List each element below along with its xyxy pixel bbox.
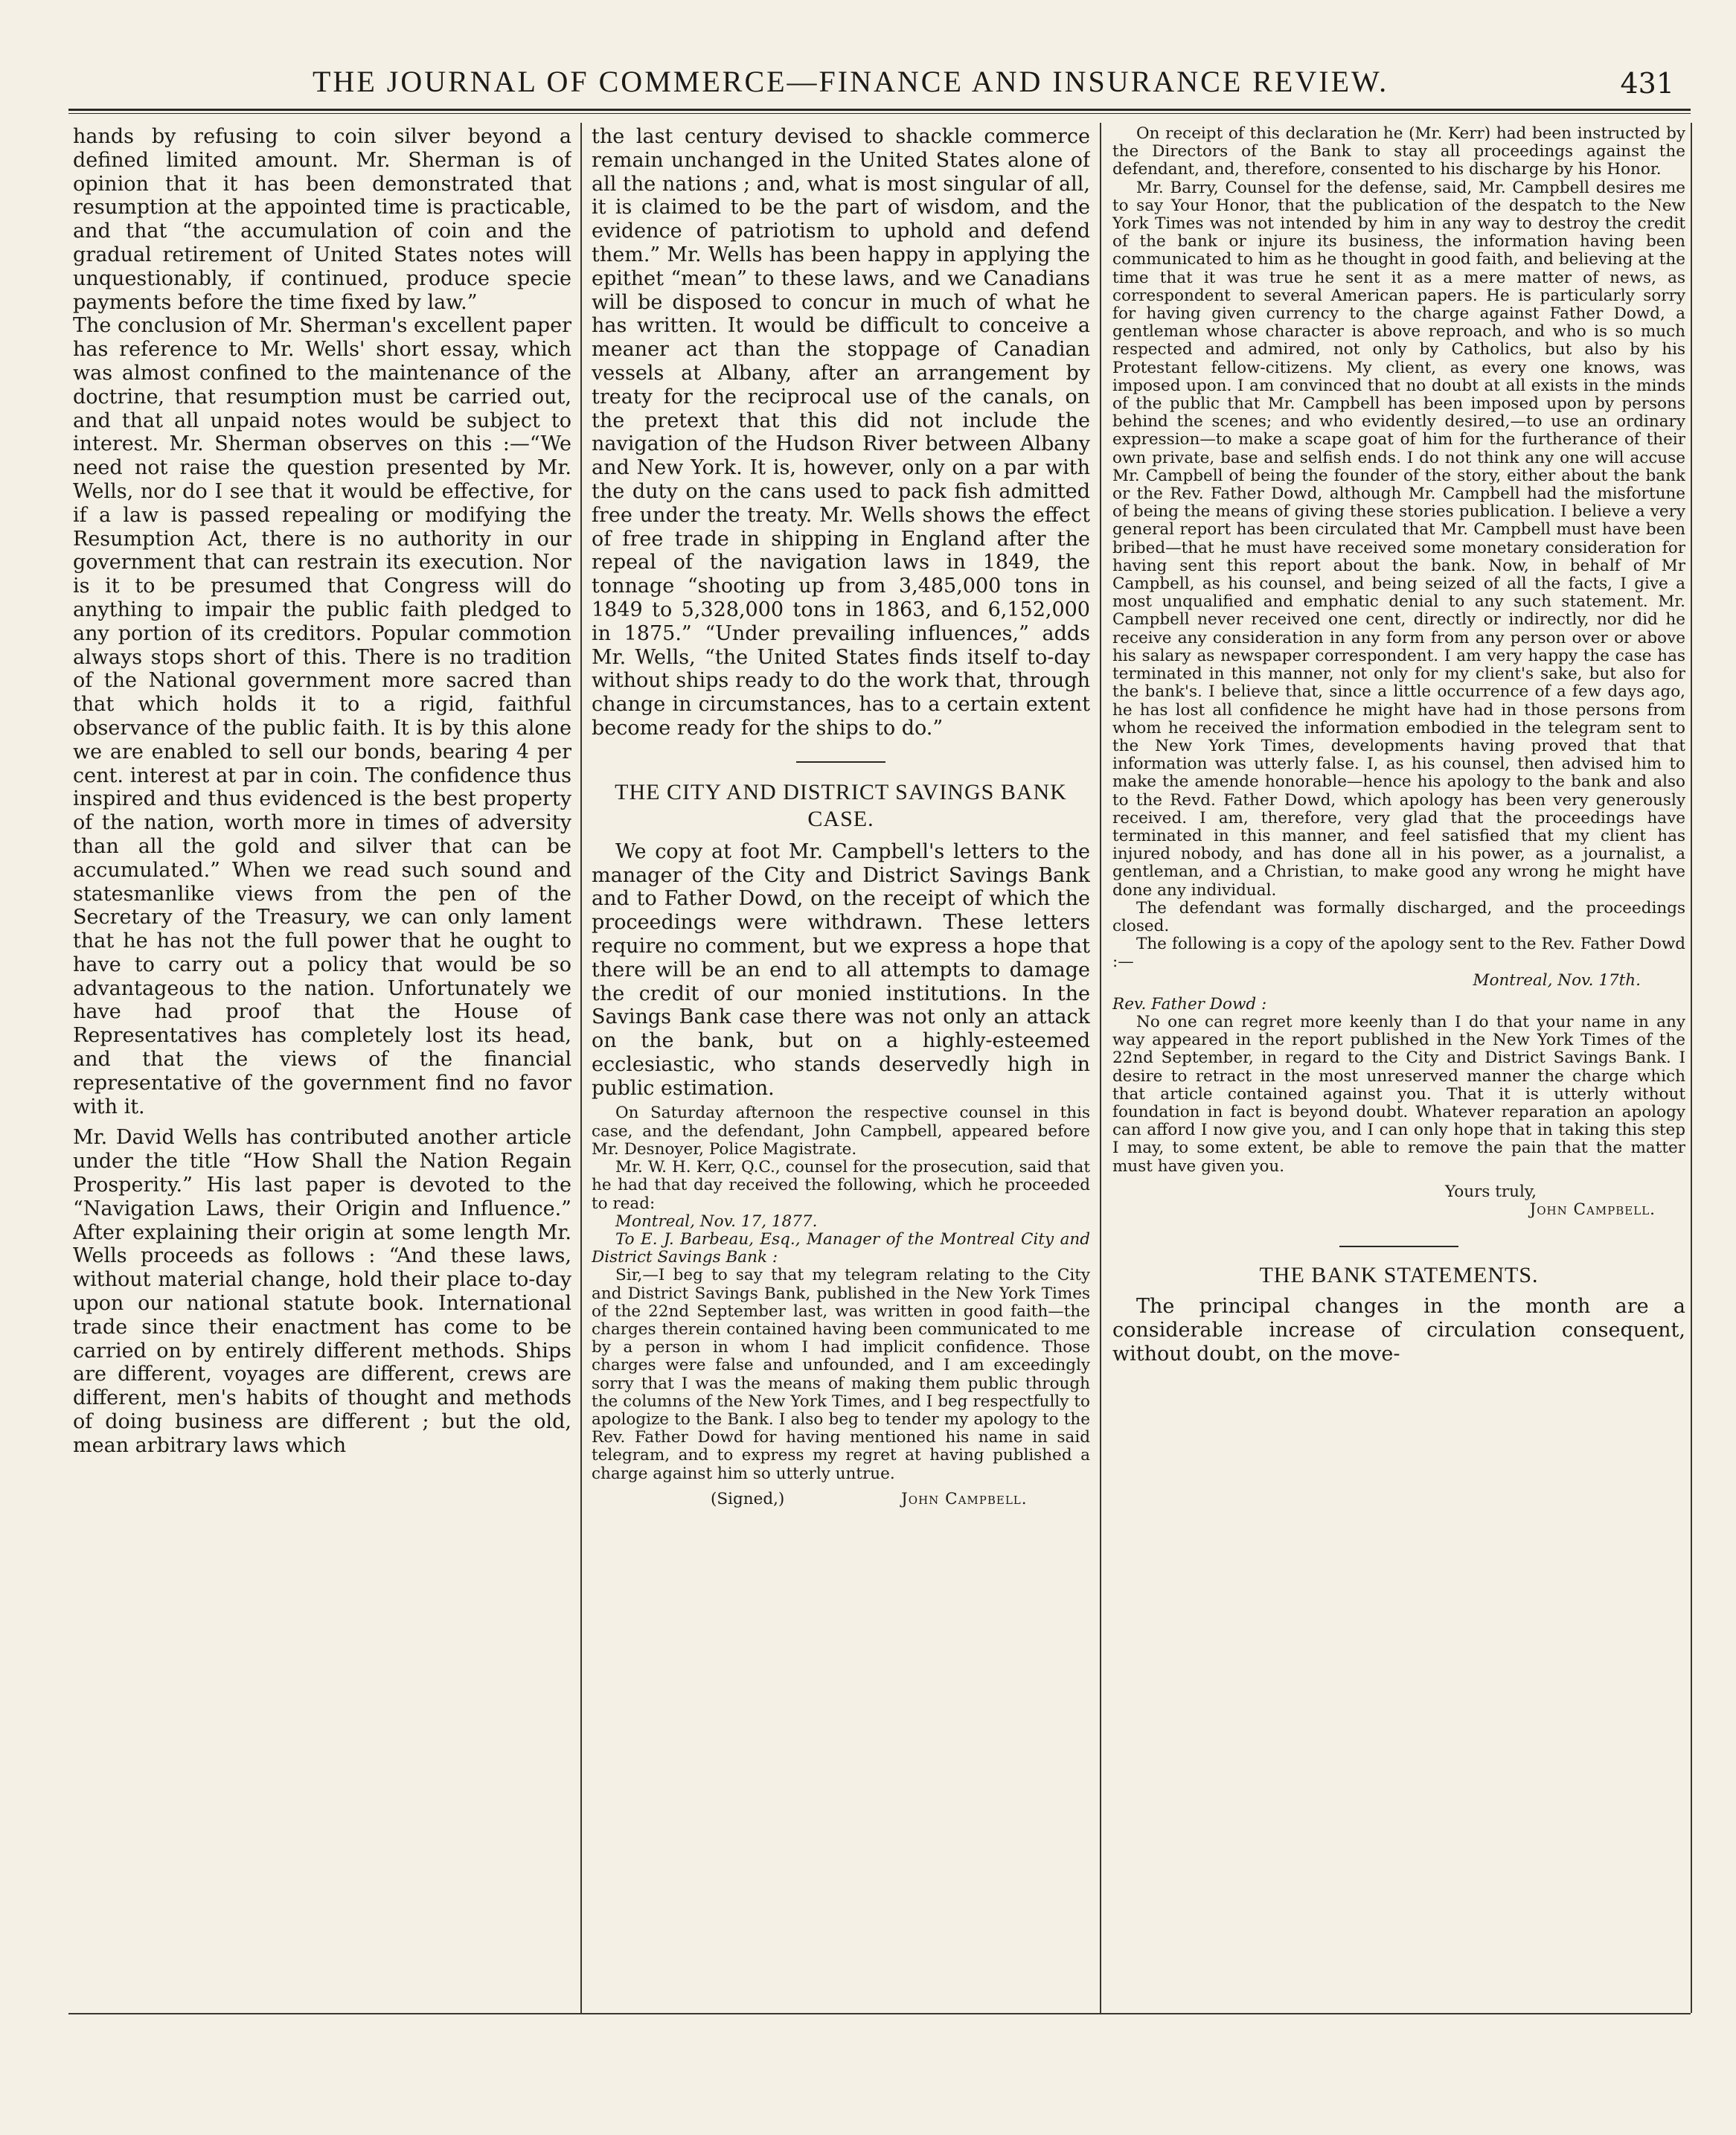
section-heading: THE CITY AND DISTRICT SAVINGS BANK CASE. <box>615 779 1067 831</box>
section-rule <box>796 761 885 763</box>
paragraph: On Saturday afternoon the respective counsel in this case, and the defendant, John Campbell, appeared before Mr. Desnoyer, Police Magistrate. <box>592 1104 1090 1159</box>
column-divider <box>580 123 582 2013</box>
page-header <box>67 51 1689 103</box>
signature: John Campbell. <box>901 1489 1028 1508</box>
letter-closing: Yours truly, <box>1444 1182 1537 1201</box>
paragraph: the last century devised to shackle commerce remain unchanged in the United States alone of all the nations ; and, what is most singular of all, it is claimed to be the part of wisdom, and the evidence of patriotism to uphold and defend them.” Mr. Wells has been happy in applying the epithet “mean” to these laws, and we Canadians will be disposed to concur in much of what he has written. It would be difficult to conceive a meaner act than the stoppage of Canadian vessels at Albany, after an arrangement by treaty for the reciprocal use of the canals, on the pretext that this did not include the navigation of the Hudson River between Albany and New York. It is, however, only on a par with the duty on the cans used to pack fish admitted free under the treaty. Mr. Wells shows the effect of free trade in shipping in England after the repeal of the navigation laws in 1849, the tonnage “shooting up from 3,485,000 tons in 1849 to 5,328,000 tons in 1863, and 6,152,000 in 1875.” “Under prevailing influences,” adds Mr. Wells, “the United States finds itself to-day without ships ready to do the work that, through change in circumstances, has to a certain extent become ready for the ships to do.” <box>592 125 1090 740</box>
paragraph: We copy at foot Mr. Campbell's letters to the manager of the City and District Savings Bank and to Father Dowd, on the receipt of which the proceedings were withdrawn. These letters require no comment, but we express a hope that there will be an end to all attempts to damage the credit of our monied institutions. In the Savings Bank case there was not only an attack on the bank, but on a highly-esteemed ecclesiastic, who stands deservedly high in public estimation. <box>592 839 1090 1100</box>
letter-body: Sir,—I beg to say that my telegram relating to the City and District Savings Bank, published in the New York Times of the 22nd September last, was written in good faith—the charges therein contained having been communicated to me by a person in whom I had implicit confidence. Those charges were false and unfounded, and I am exceedingly sorry that I was the means of making them public through the columns of the New York Times, and I beg respectfully to apologize to the Bank. I also beg to tender my apology to the Rev. Father Dowd for having mentioned his name in said telegram, and to express my regret at having published a charge against him so utterly untrue. <box>592 1266 1090 1483</box>
paragraph: hands by refusing to coin silver beyond a defined limited amount. Mr. Sherman is of opinion that it has been demonstrated that resumption at the appointed time is practicable, and that “the accumulation of coin and the gradual retirement of United States notes will unquestionably, if continued, produce specie payments before the time fixed by law.” <box>73 125 571 314</box>
column-3 <box>1112 125 1685 2008</box>
paragraph: The conclusion of Mr. Sherman's excellent paper has reference to Mr. Wells' short essay, which was almost confined to the maintenance of the doctrine, that resumption must be carried out, and that all unpaid notes would be subject to interest. Mr. Sherman observes on this :—“We need not raise the question presented by Mr. Wells, nor do I see that it would be effective, for if a law is passed repealing or modifying the Resumption Act, there is no authority in our government that can restrain its execution. Nor is it to be presumed that Congress will do anything to impair the public faith pledged to any portion of its creditors. Popular commotion always stops short of this. There is no tradition of the National government more sacred than that which holds it to a rigid, faithful observance of the public faith. It is by this alone we are enabled to sell our bonds, bearing 4 per cent. interest at par in coin. The confidence thus inspired and thus evidenced is the best property of the nation, worth more in times of adversity than all the gold and silver that can be accumulated.” When we read such sound and statesmanlike views from the pen of the Secretary of the Treasury, we can only lament that he has not the full power that he ought to have to carry out a policy that would be so advantageous to the nation. Unfortunately we have had proof that the House of Representatives has completely lost its head, and that the views of the financial representative of the government find no favor with it. <box>73 314 571 1118</box>
paragraph: Mr. Barry, Counsel for the defense, said, Mr. Campbell desires me to say Your Honor, that the publication of the despatch to the New York Times was not intended by him in any way to destroy the credit of the bank or injure its business, the information having been communicated to him as he thought in good faith, and believing at the time that it was true he sent it as a mere matter of news, as correspondent to several American papers. He is particularly sorry for having given currency to the charge against Father Dowd, a gentleman whose character is above reproach, and who is so much respected and admired, not only by Catholics, but also by his Protestant fellow-citizens. My client, as every one knows, was imposed upon. I am convinced that no doubt at all exists in the minds of the public that Mr. Campbell has been imposed upon by persons behind the scenes; and who evidently desired,—to use an ordinary expression—to make a scape goat of him for the furtherance of their own private, base and selfish ends. I do not think any one will accuse Mr. Campbell of being the founder of the story, either about the bank or the Rev. Father Dowd, although Mr. Campbell had the misfortune of being the means of giving these stories publication. I believe a very general report has been circulated that Mr. Campbell must have been bribed—that he must have received some monetary consideration for having sent this report about the bank. Now, in behalf of Mr Campbell, as his counsel, and being seized of all the facts, I give a most unqualified and emphatic denial to any such statement. Mr. Campbell never received one cent, directly or indirectly, nor did he receive any consideration in any form from any person over or above his salary as newspaper correspondent. I am very happy the case has terminated in this manner, not only for my client's sake, but also for the bank's. I believe that, since a little occurrence of a few days ago, he has lost all confidence he might have had in those persons from whom he received the information embodied in the telegram sent to the New York Times, developments having proved that that information was utterly false. I, as his counsel, then advised him to make the amende honorable—hence his apology to the bank and also to the Revd. Father Dowd, which apology has been very generously received. I am, therefore, very glad that the proceedings have terminated in this manner, and feel satisfied that my client has injured nobody, and has done all in his power, as a journalist, a gentleman, and a Christian, to make good any wrong he might have done any individual. <box>1112 178 1685 900</box>
column-divider <box>1100 123 1101 2013</box>
signature: John Campbell. <box>1529 1200 1656 1219</box>
column-2 <box>592 125 1090 2008</box>
page-number: 431 <box>1620 67 1674 100</box>
letter-body: No one can regret more keenly than I do that your name in any way appeared in the report published in the New York Times of the 22nd September, in regard to the City and District Savings Bank. I desire to retract in the most unreserved manner the charge which that article contained against you. That it is utterly without foundation in fact is beyond doubt. Whatever reparation an apology can afford I now give you, and I can only hope that in taking this step I may, to some extent, be able to remove the pain that the matter must have given you. <box>1112 1012 1685 1176</box>
header-rule <box>68 109 1691 111</box>
section-heading: THE BANK STATEMENTS. <box>1259 1263 1539 1288</box>
section-rule <box>1339 1246 1458 1247</box>
column-1 <box>73 125 571 2008</box>
paragraph: The defendant was formally discharged, and the proceedings closed. <box>1112 898 1685 935</box>
letter-address: Rev. Father Dowd : <box>1112 994 1267 1014</box>
header-rule-thin <box>68 113 1691 114</box>
paragraph: The principal changes in the month are a considerable increase of circulation consequent, without doubt, on the move- <box>1112 1295 1685 1366</box>
page-edge-rule <box>1691 123 1692 2013</box>
letter-date: Montreal, Nov. 17th. <box>1473 970 1641 990</box>
letter-address: To E. J. Barbeau, Esq., Manager of the Montreal City and District Savings Bank : <box>592 1229 1090 1267</box>
paragraph: Mr. David Wells has contributed another article under the title “How Shall the Nation Regain Prosperity.” His last paper is devoted to the “Navigation Laws, their Origin and Influence.” After explaining their origin at some length Mr. Wells proceeds as follows : “And these laws, without material change, hold their place to-day upon our national statute book. International trade since their enactment has come to be carried on by entirely different methods. Ships are different, voyages are different, crews are different, men's habits of thought and methods of doing business are different ; but the old, mean arbitrary laws which <box>73 1126 571 1457</box>
journal-title: THE JOURNAL OF COMMERCE—FINANCE AND INSURANCE REVIEW. <box>313 65 1389 98</box>
footer-rule <box>68 2013 1691 2014</box>
paragraph: Mr. W. H. Kerr, Q.C., counsel for the prosecution, said that he had that day received the following, which he proceeded to read: <box>592 1158 1090 1213</box>
signed-label: (Signed,) <box>711 1489 785 1508</box>
paragraph: The following is a copy of the apology sent to the Rev. Father Dowd :— <box>1112 935 1685 972</box>
paragraph: On receipt of this declaration he (Mr. Kerr) had been instructed by the Directors of the Bank to stay all proceedings against the defendant, and, therefore, consented to his discharge by his Honor. <box>1112 125 1685 179</box>
letter-date: Montreal, Nov. 17, 1877. <box>615 1211 818 1231</box>
